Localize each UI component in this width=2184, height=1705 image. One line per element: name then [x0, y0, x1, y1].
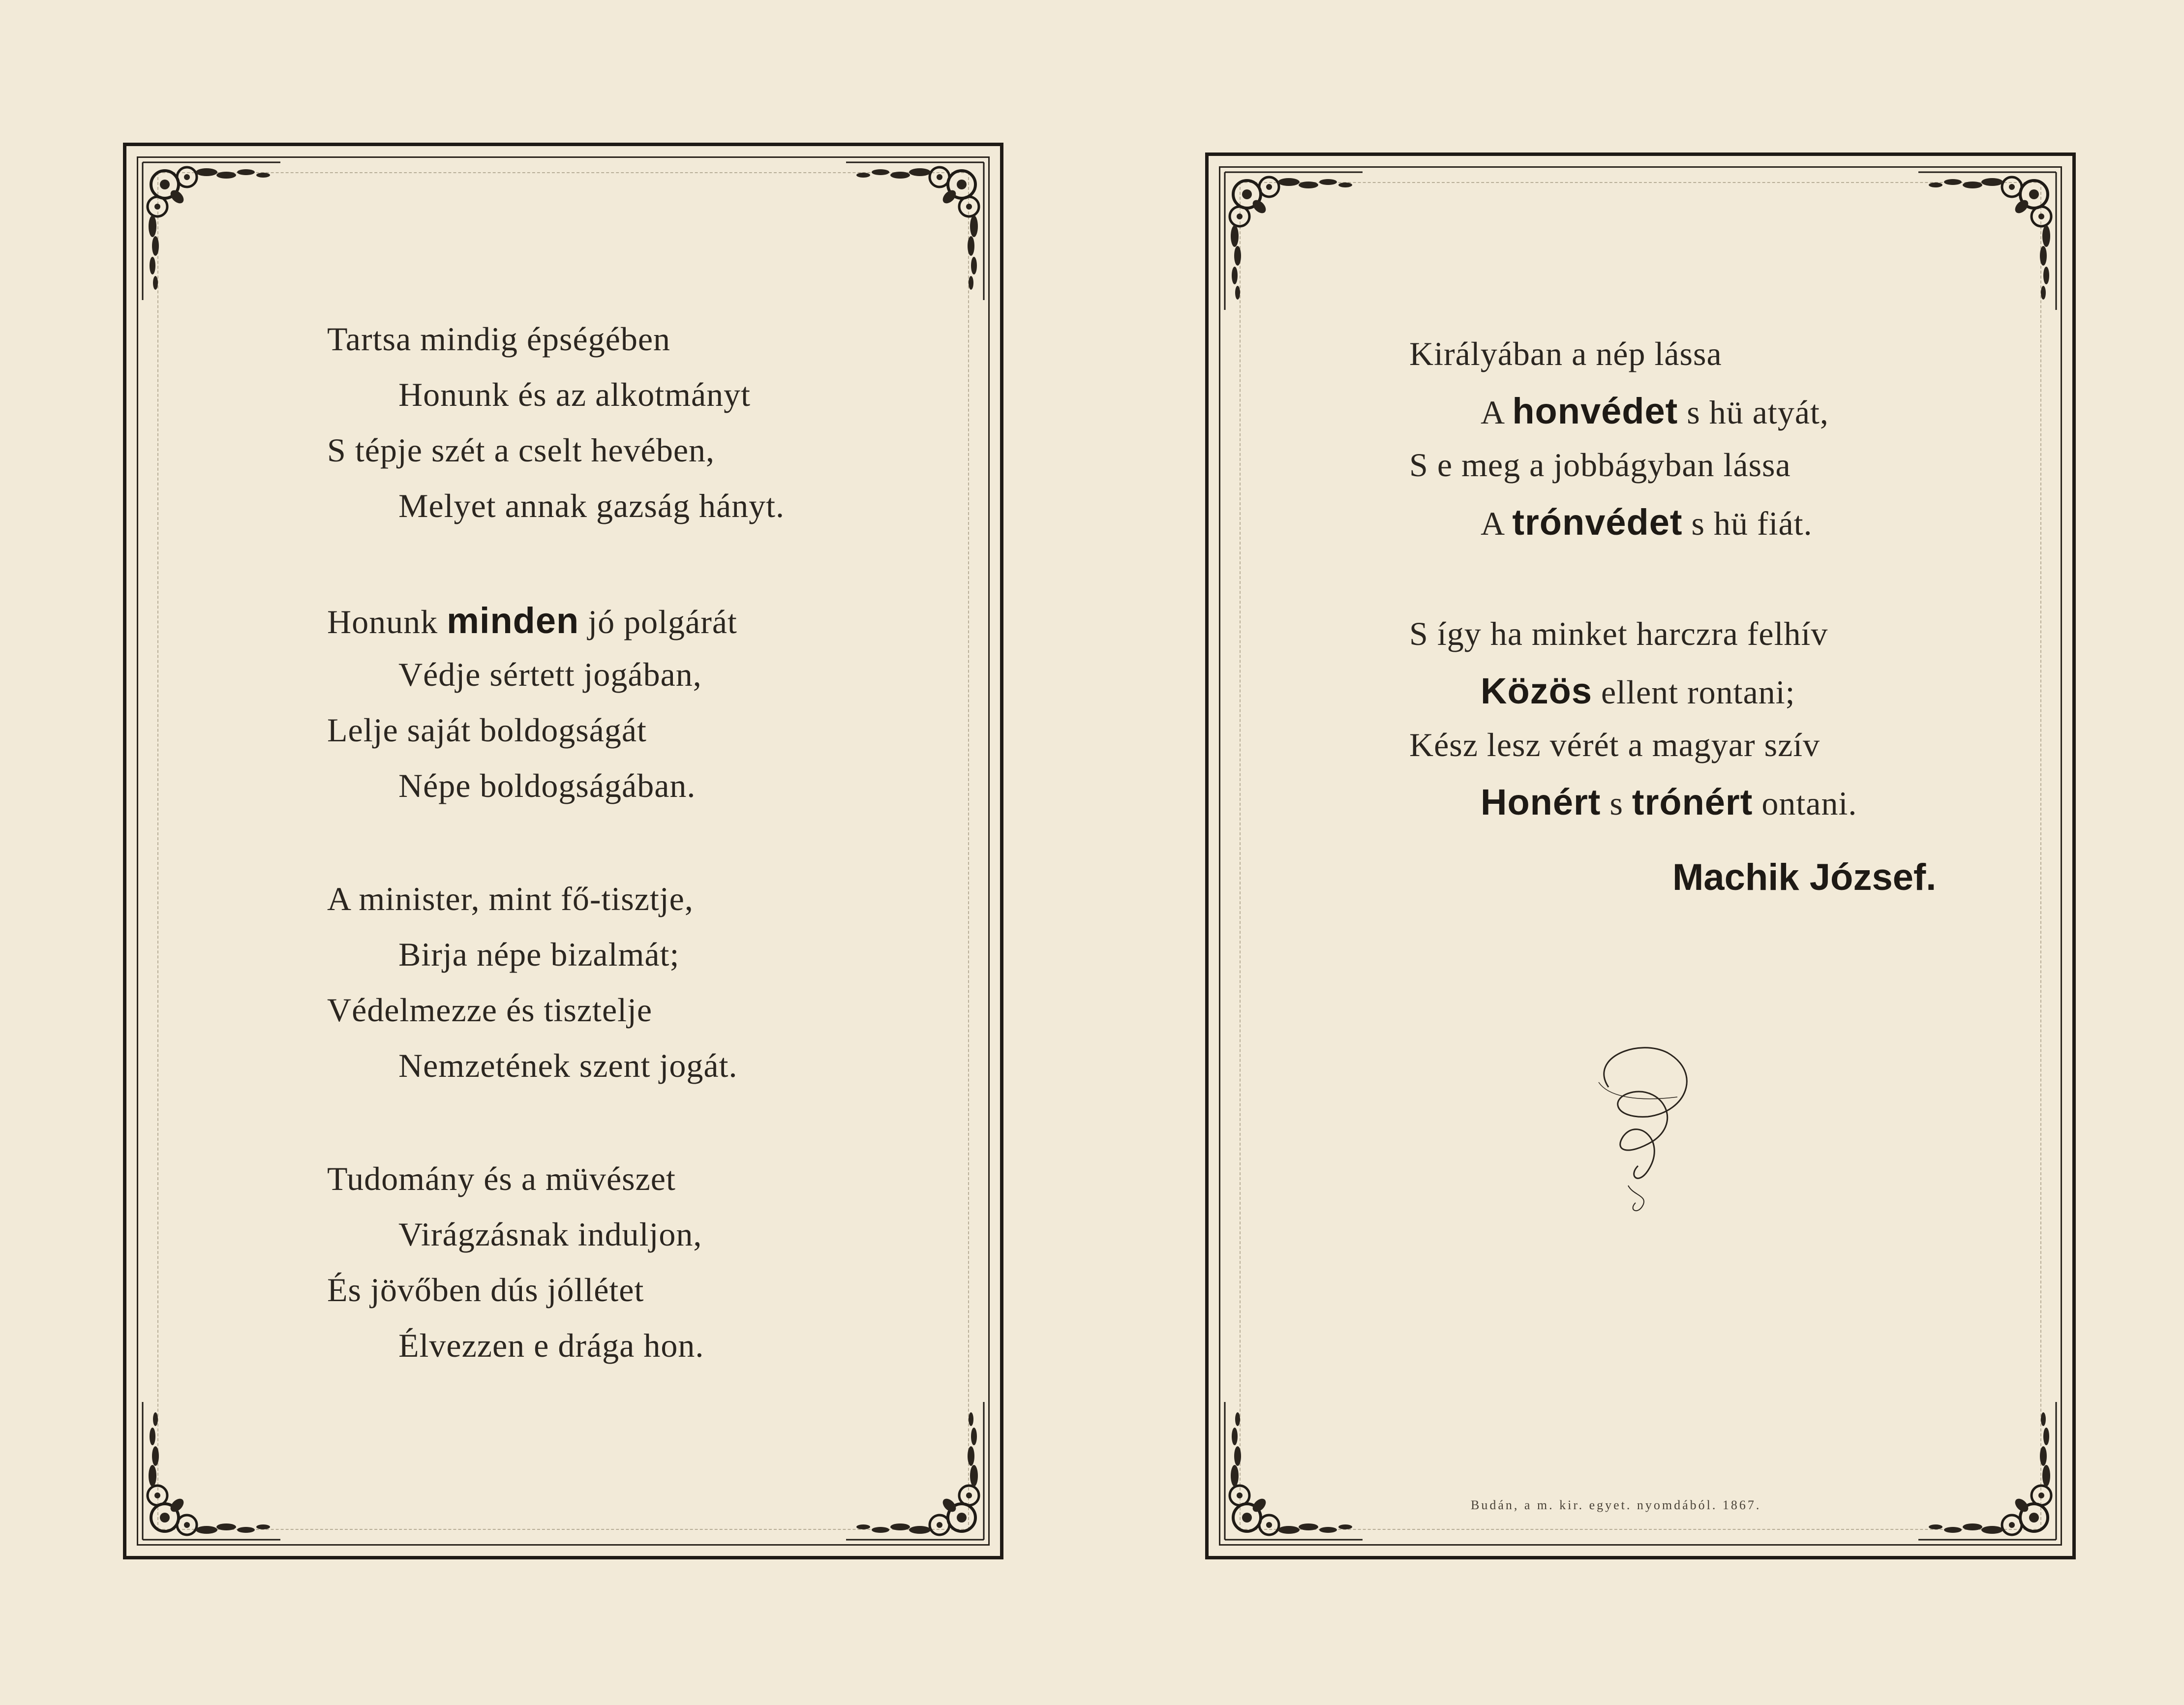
- line-text: jó polgárát: [579, 603, 737, 640]
- emphasized-word: trónért: [1632, 782, 1753, 822]
- poem-line: [1409, 726, 1820, 764]
- line-text: Tartsa mindig épségében: [327, 320, 671, 358]
- printer-imprint: Budán, a m. kir. egyet. nyomdából. 1867.: [1471, 1498, 1761, 1512]
- poem-line: [398, 1215, 702, 1254]
- line-text: Virágzásnak induljon,: [398, 1216, 702, 1253]
- poem-line: [398, 375, 751, 414]
- poem-line: [398, 935, 679, 974]
- poem-line: [1409, 335, 1722, 373]
- poem-line: [398, 1326, 704, 1365]
- emphasized-word: minden: [447, 600, 579, 641]
- poem-line: [1409, 446, 1791, 485]
- floral-corner-icon: [1220, 1397, 1367, 1545]
- poem-line: [327, 880, 694, 918]
- floral-corner-icon: [841, 157, 989, 305]
- poem-line: [327, 1271, 644, 1309]
- line-text: S így ha minket harczra felhív: [1409, 615, 1828, 652]
- line-text: Védelmezze és tisztelje: [327, 991, 653, 1029]
- poem-line: [327, 431, 715, 470]
- line-text: S e meg a jobbágyban lássa: [1409, 446, 1791, 484]
- line-text: Kész lesz vérét a magyar szív: [1409, 726, 1820, 763]
- poem-line: [398, 655, 702, 694]
- line-text: Nemzetének szent jogát.: [398, 1047, 738, 1084]
- poem-line: [327, 320, 670, 359]
- line-text: Lelje saját boldogságát: [327, 711, 647, 749]
- poem-line: [327, 600, 737, 641]
- poem-line: [1481, 390, 1829, 432]
- floral-corner-icon: [1913, 167, 2061, 315]
- line-text: Népe boldogságában.: [398, 767, 696, 804]
- floral-corner-icon: [138, 157, 285, 305]
- poem-line: [327, 991, 652, 1030]
- author-signature: Machik József.: [1672, 856, 1937, 898]
- floral-corner-icon: [138, 1397, 285, 1545]
- line-text: Tudomány és a müvészet: [327, 1160, 676, 1197]
- emphasized-word: honvédet: [1512, 391, 1678, 431]
- poem-line: [1481, 501, 1813, 543]
- line-text: s hü atyát,: [1678, 394, 1829, 431]
- poem-line: [1481, 670, 1795, 712]
- emphasized-word: Honért: [1481, 782, 1601, 822]
- line-text: A: [1481, 394, 1513, 431]
- poem-line: [398, 766, 696, 805]
- poem-line: [398, 1046, 738, 1085]
- line-text: s: [1601, 785, 1632, 822]
- line-text: ellent rontani;: [1592, 673, 1795, 711]
- line-text: És jövőben dús jóllétet: [327, 1271, 644, 1309]
- floral-corner-icon: [841, 1397, 989, 1545]
- left-page: [123, 143, 1003, 1559]
- line-text: Melyet annak gazság hányt.: [398, 487, 785, 524]
- floral-corner-icon: [1913, 1397, 2061, 1545]
- line-text: Védje sértett jogában,: [398, 656, 702, 693]
- right-page: [1205, 152, 2076, 1559]
- line-text: Királyában a nép lássa: [1409, 335, 1722, 372]
- line-text: Élvezzen e drága hon.: [398, 1327, 704, 1364]
- line-text: Honunk és az alkotmányt: [398, 376, 751, 413]
- poem-line: [327, 711, 647, 750]
- emphasized-word: Közös: [1481, 670, 1592, 711]
- poem-line: [327, 1159, 676, 1198]
- line-text: s hü fiát.: [1682, 505, 1813, 542]
- line-text: S tépje szét a cselt hevében,: [327, 431, 715, 469]
- emphasized-word: trónvédet: [1512, 502, 1683, 543]
- poem-line: [1409, 614, 1828, 653]
- poem-line: [398, 487, 785, 525]
- floral-corner-icon: [1220, 167, 1367, 315]
- poem-line: [1481, 781, 1857, 823]
- line-text: ontani.: [1753, 785, 1857, 822]
- line-text: Honunk: [327, 603, 447, 640]
- line-text: Birja népe bizalmát;: [398, 936, 680, 973]
- calligraphic-flourish-icon: [1579, 1028, 1717, 1225]
- line-text: A minister, mint fő-tisztje,: [327, 880, 694, 917]
- line-text: A: [1481, 505, 1513, 542]
